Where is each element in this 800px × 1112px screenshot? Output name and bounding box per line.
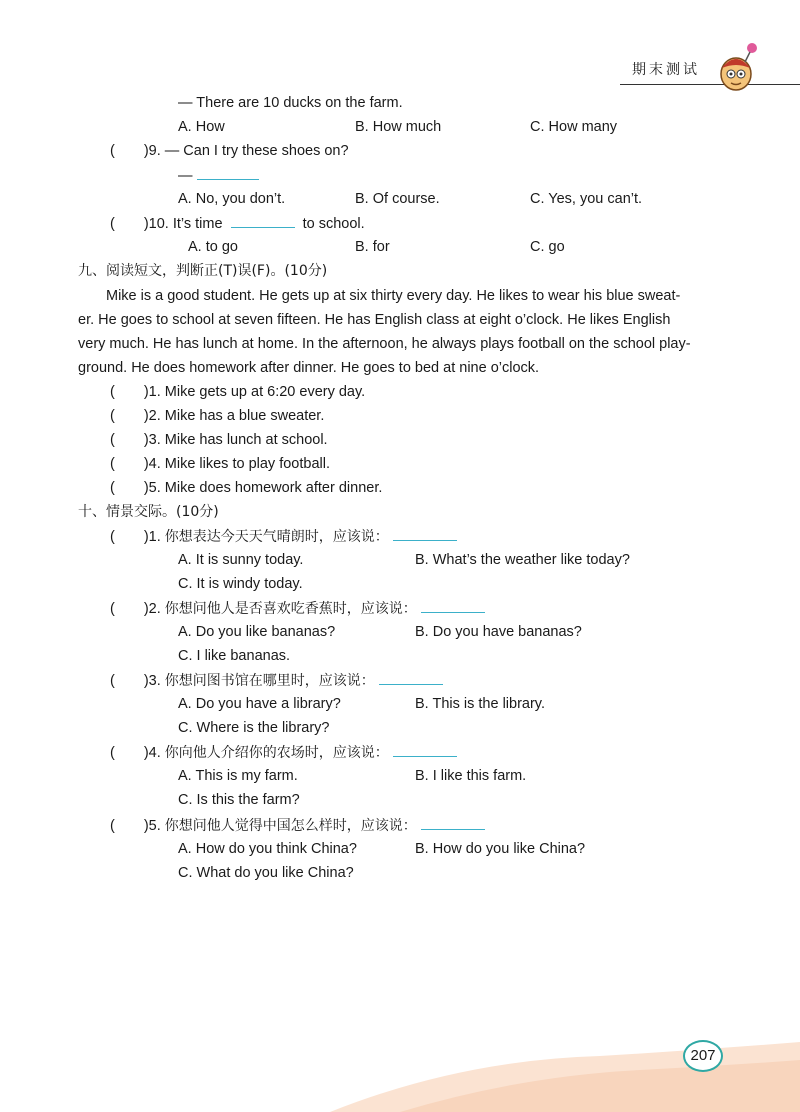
mascot-icon	[712, 38, 760, 94]
question-bracket: ( )4.	[110, 745, 161, 761]
q9-dash: —	[178, 168, 193, 184]
question-prompt: 你向他人介绍你的农场时，应该说：	[164, 745, 389, 761]
question-prompt: 你想问他人是否喜欢吃香蕉时，应该说：	[164, 601, 417, 617]
option-a: A. This is my farm.	[178, 768, 298, 784]
passage-line: er. He goes to school at seven fifteen. He has English class at eight o’clock. He likes English	[78, 312, 671, 328]
tf-item-2: ( )2. Mike has a blue sweater.	[110, 408, 325, 424]
passage-line: Mike is a good student. He gets up at six thirty every day. He likes to wear his blue sweat-	[106, 288, 681, 304]
question-bracket: ( )5.	[110, 818, 161, 834]
answer-blank[interactable]	[421, 598, 485, 613]
option-c: C. It is windy today.	[178, 576, 303, 592]
q8-option-a: A. How	[178, 119, 225, 135]
section9-heading: 九、阅读短文，判断正(T)误(F)。(10分)	[78, 263, 328, 279]
option-a: A. Do you have a library?	[178, 696, 341, 712]
q10-start: ( )10. It’s time	[110, 216, 223, 232]
option-b: B. This is the library.	[415, 696, 546, 712]
option-a: A. It is sunny today.	[178, 552, 304, 568]
q10-answer-blank[interactable]	[231, 213, 295, 228]
question-bracket: ( )2.	[110, 601, 161, 617]
tf-item-1: ( )1. Mike gets up at 6:20 every day.	[110, 384, 366, 400]
question-prompt: 你想问图书馆在哪里时，应该说：	[164, 673, 375, 689]
q10-question	[110, 213, 365, 234]
option-c: C. Is this the farm?	[178, 792, 300, 808]
dialogue-question-2	[110, 598, 485, 619]
question-prompt: 你想表达今天天气晴朗时，应该说：	[164, 529, 389, 545]
question-bracket: ( )3.	[110, 673, 161, 689]
reading-passage	[78, 284, 724, 380]
option-c: C. I like bananas.	[178, 648, 291, 664]
q10-option-a: A. to go	[188, 239, 238, 255]
tf-item-3: ( )3. Mike has lunch at school.	[110, 432, 328, 448]
answer-blank[interactable]	[393, 742, 457, 757]
option-a: A. How do you think China?	[178, 841, 357, 857]
q9-option-c: C. Yes, you can’t.	[530, 191, 643, 207]
option-b: B. I like this farm.	[415, 768, 527, 784]
answer-blank[interactable]	[393, 526, 457, 541]
tf-item-4: ( )4. Mike likes to play football.	[110, 456, 330, 472]
section10-heading: 十、情景交际。(10分)	[78, 504, 219, 520]
q9-option-a: A. No, you don’t.	[178, 191, 286, 207]
q9-answer-row	[178, 165, 259, 186]
q10-option-c: C. go	[530, 239, 565, 255]
tf-item-5: ( )5. Mike does homework after dinner.	[110, 480, 383, 496]
option-b: B. Do you have bananas?	[415, 624, 582, 640]
q8-option-b: B. How much	[355, 119, 442, 135]
answer-blank[interactable]	[421, 815, 485, 830]
q10-option-b: B. for	[355, 239, 390, 255]
answer-line: — There are 10 ducks on the farm.	[178, 95, 403, 111]
passage-line: ground. He does homework after dinner. He goes to bed at nine o’clock.	[78, 360, 540, 376]
q9-answer-blank[interactable]	[197, 165, 259, 180]
option-a: A. Do you like bananas?	[178, 624, 336, 640]
option-b: B. What’s the weather like today?	[415, 552, 630, 568]
dialogue-question-5	[110, 815, 485, 836]
dialogue-question-4	[110, 742, 457, 763]
question-prompt: 你想问他人觉得中国怎么样时，应该说：	[164, 818, 417, 834]
header-title: 期末测试	[632, 62, 700, 78]
footer-wave-decoration	[0, 1020, 800, 1112]
header-rule	[620, 84, 800, 85]
passage-line: very much. He has lunch at home. In the afternoon, he always plays football on the school play-	[78, 336, 691, 352]
q9-question: ( )9. — Can I try these shoes on?	[110, 143, 349, 159]
q8-option-c: C. How many	[530, 119, 618, 135]
option-c: C. What do you like China?	[178, 865, 354, 881]
option-b: B. How do you like China?	[415, 841, 586, 857]
question-bracket: ( )1.	[110, 529, 161, 545]
answer-blank[interactable]	[379, 670, 443, 685]
dialogue-question-3	[110, 670, 443, 691]
option-c: C. Where is the library?	[178, 720, 330, 736]
dialogue-question-1	[110, 526, 457, 547]
q10-end: to school.	[302, 216, 365, 232]
page-number: 207	[683, 1040, 723, 1072]
q9-option-b: B. Of course.	[355, 191, 440, 207]
